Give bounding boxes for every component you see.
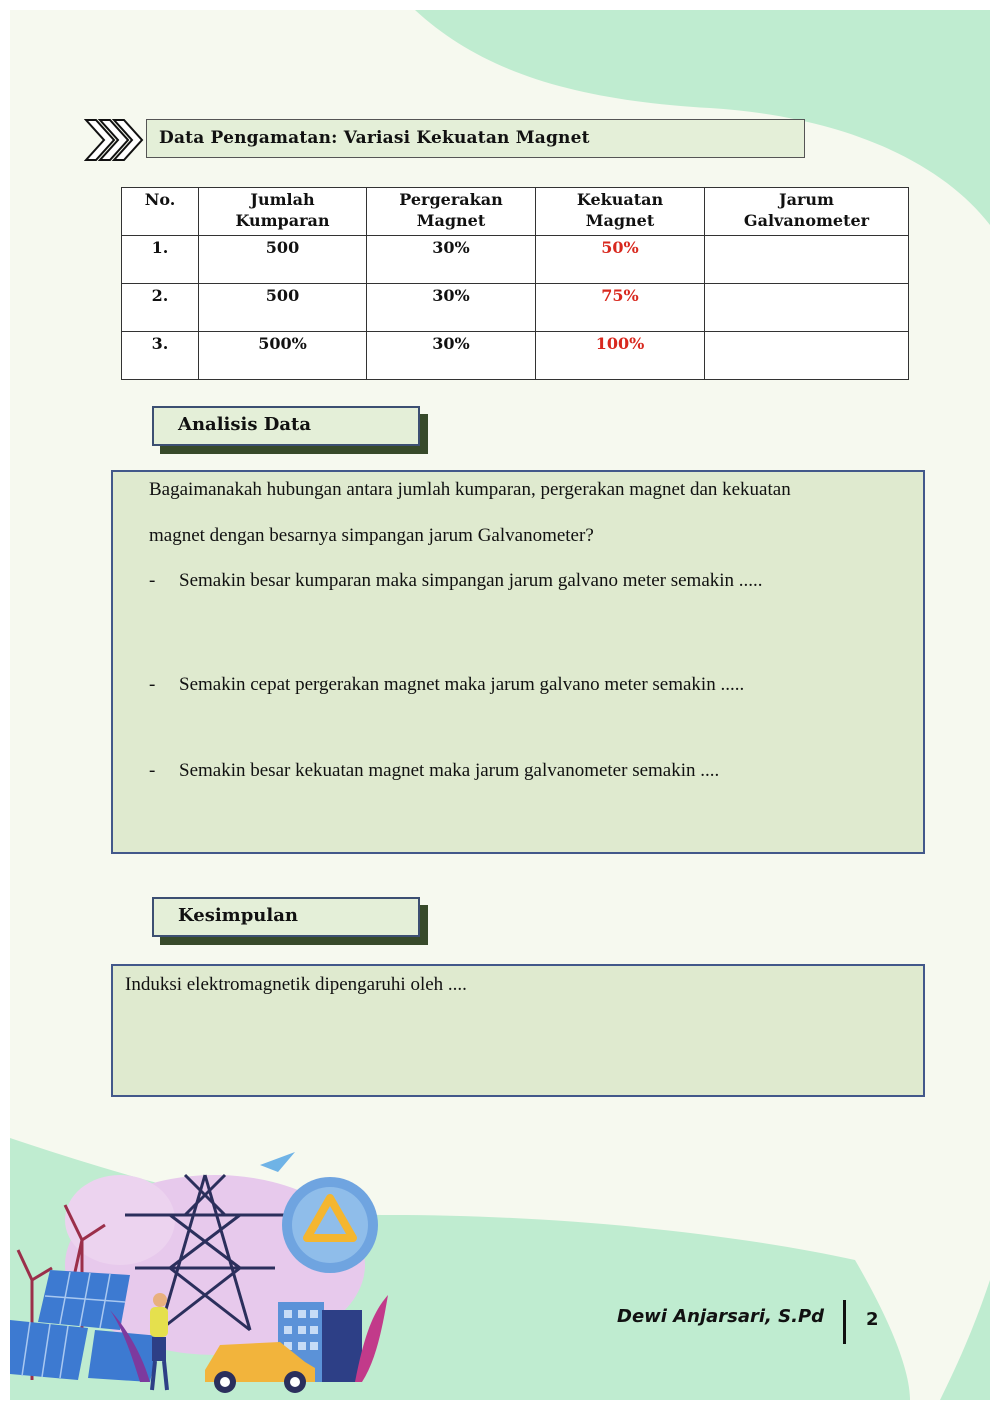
conclusion-heading-box	[152, 897, 420, 937]
double-chevron-icon	[84, 118, 144, 162]
paper-plane-icon	[260, 1152, 295, 1172]
analysis-heading: Analisis Data	[178, 414, 312, 435]
column-header: No.	[122, 188, 199, 236]
cell-jarum[interactable]	[705, 284, 909, 332]
page-number: 2	[866, 1309, 879, 1330]
cell-kekuatan: 50%	[536, 236, 705, 284]
footer-divider	[843, 1300, 846, 1344]
section-title-box	[146, 119, 805, 158]
cell-pergerakan: 30%	[367, 236, 536, 284]
bullet-dash: -	[149, 760, 156, 781]
analysis-box[interactable]	[111, 470, 925, 854]
conclusion-box[interactable]	[111, 964, 925, 1097]
author-name: Dewi Anjarsari, S.Pd	[617, 1306, 825, 1327]
conclusion-text: Induksi elektromagnetik dipengaruhi oleh ....	[125, 974, 467, 995]
analysis-heading-box	[152, 406, 420, 446]
table-header-row	[122, 188, 909, 236]
analysis-question-line1: Bagaimanakah hubungan antara jumlah kumparan, pergerakan magnet dan kekuatan	[149, 479, 791, 500]
cell-kekuatan: 75%	[536, 284, 705, 332]
analysis-bullet: Semakin cepat pergerakan magnet maka jarum galvano meter semakin .....	[179, 674, 745, 695]
table-row	[122, 332, 909, 380]
cell-kekuatan: 100%	[536, 332, 705, 380]
bullet-dash: -	[149, 674, 156, 695]
cell-jarum[interactable]	[705, 332, 909, 380]
table-row	[122, 284, 909, 332]
column-header: Jarum Galvanometer	[705, 188, 909, 236]
cell-pergerakan: 30%	[367, 332, 536, 380]
conclusion-heading: Kesimpulan	[178, 905, 298, 926]
column-header: Pergerakan Magnet	[367, 188, 536, 236]
observation-table	[121, 187, 909, 380]
cell-no: 1.	[122, 236, 199, 284]
bullet-dash: -	[149, 570, 156, 591]
cell-jarum[interactable]	[705, 236, 909, 284]
cell-kumparan: 500	[199, 236, 367, 284]
cell-pergerakan: 30%	[367, 284, 536, 332]
table-row	[122, 236, 909, 284]
cell-kumparan: 500%	[199, 332, 367, 380]
cell-no: 2.	[122, 284, 199, 332]
bottom-right-wave	[940, 1280, 990, 1400]
cell-kumparan: 500	[199, 284, 367, 332]
section-title: Data Pengamatan: Variasi Kekuatan Magnet	[159, 128, 590, 148]
analysis-bullet: Semakin besar kumparan maka simpangan jarum galvano meter semakin .....	[179, 570, 763, 591]
cell-no: 3.	[122, 332, 199, 380]
column-header: Jumlah Kumparan	[199, 188, 367, 236]
analysis-bullet: Semakin besar kekuatan magnet maka jarum galvanometer semakin ....	[179, 760, 720, 781]
column-header: Kekuatan Magnet	[536, 188, 705, 236]
analysis-question-line2: magnet dengan besarnya simpangan jarum Galvanometer?	[149, 525, 594, 546]
